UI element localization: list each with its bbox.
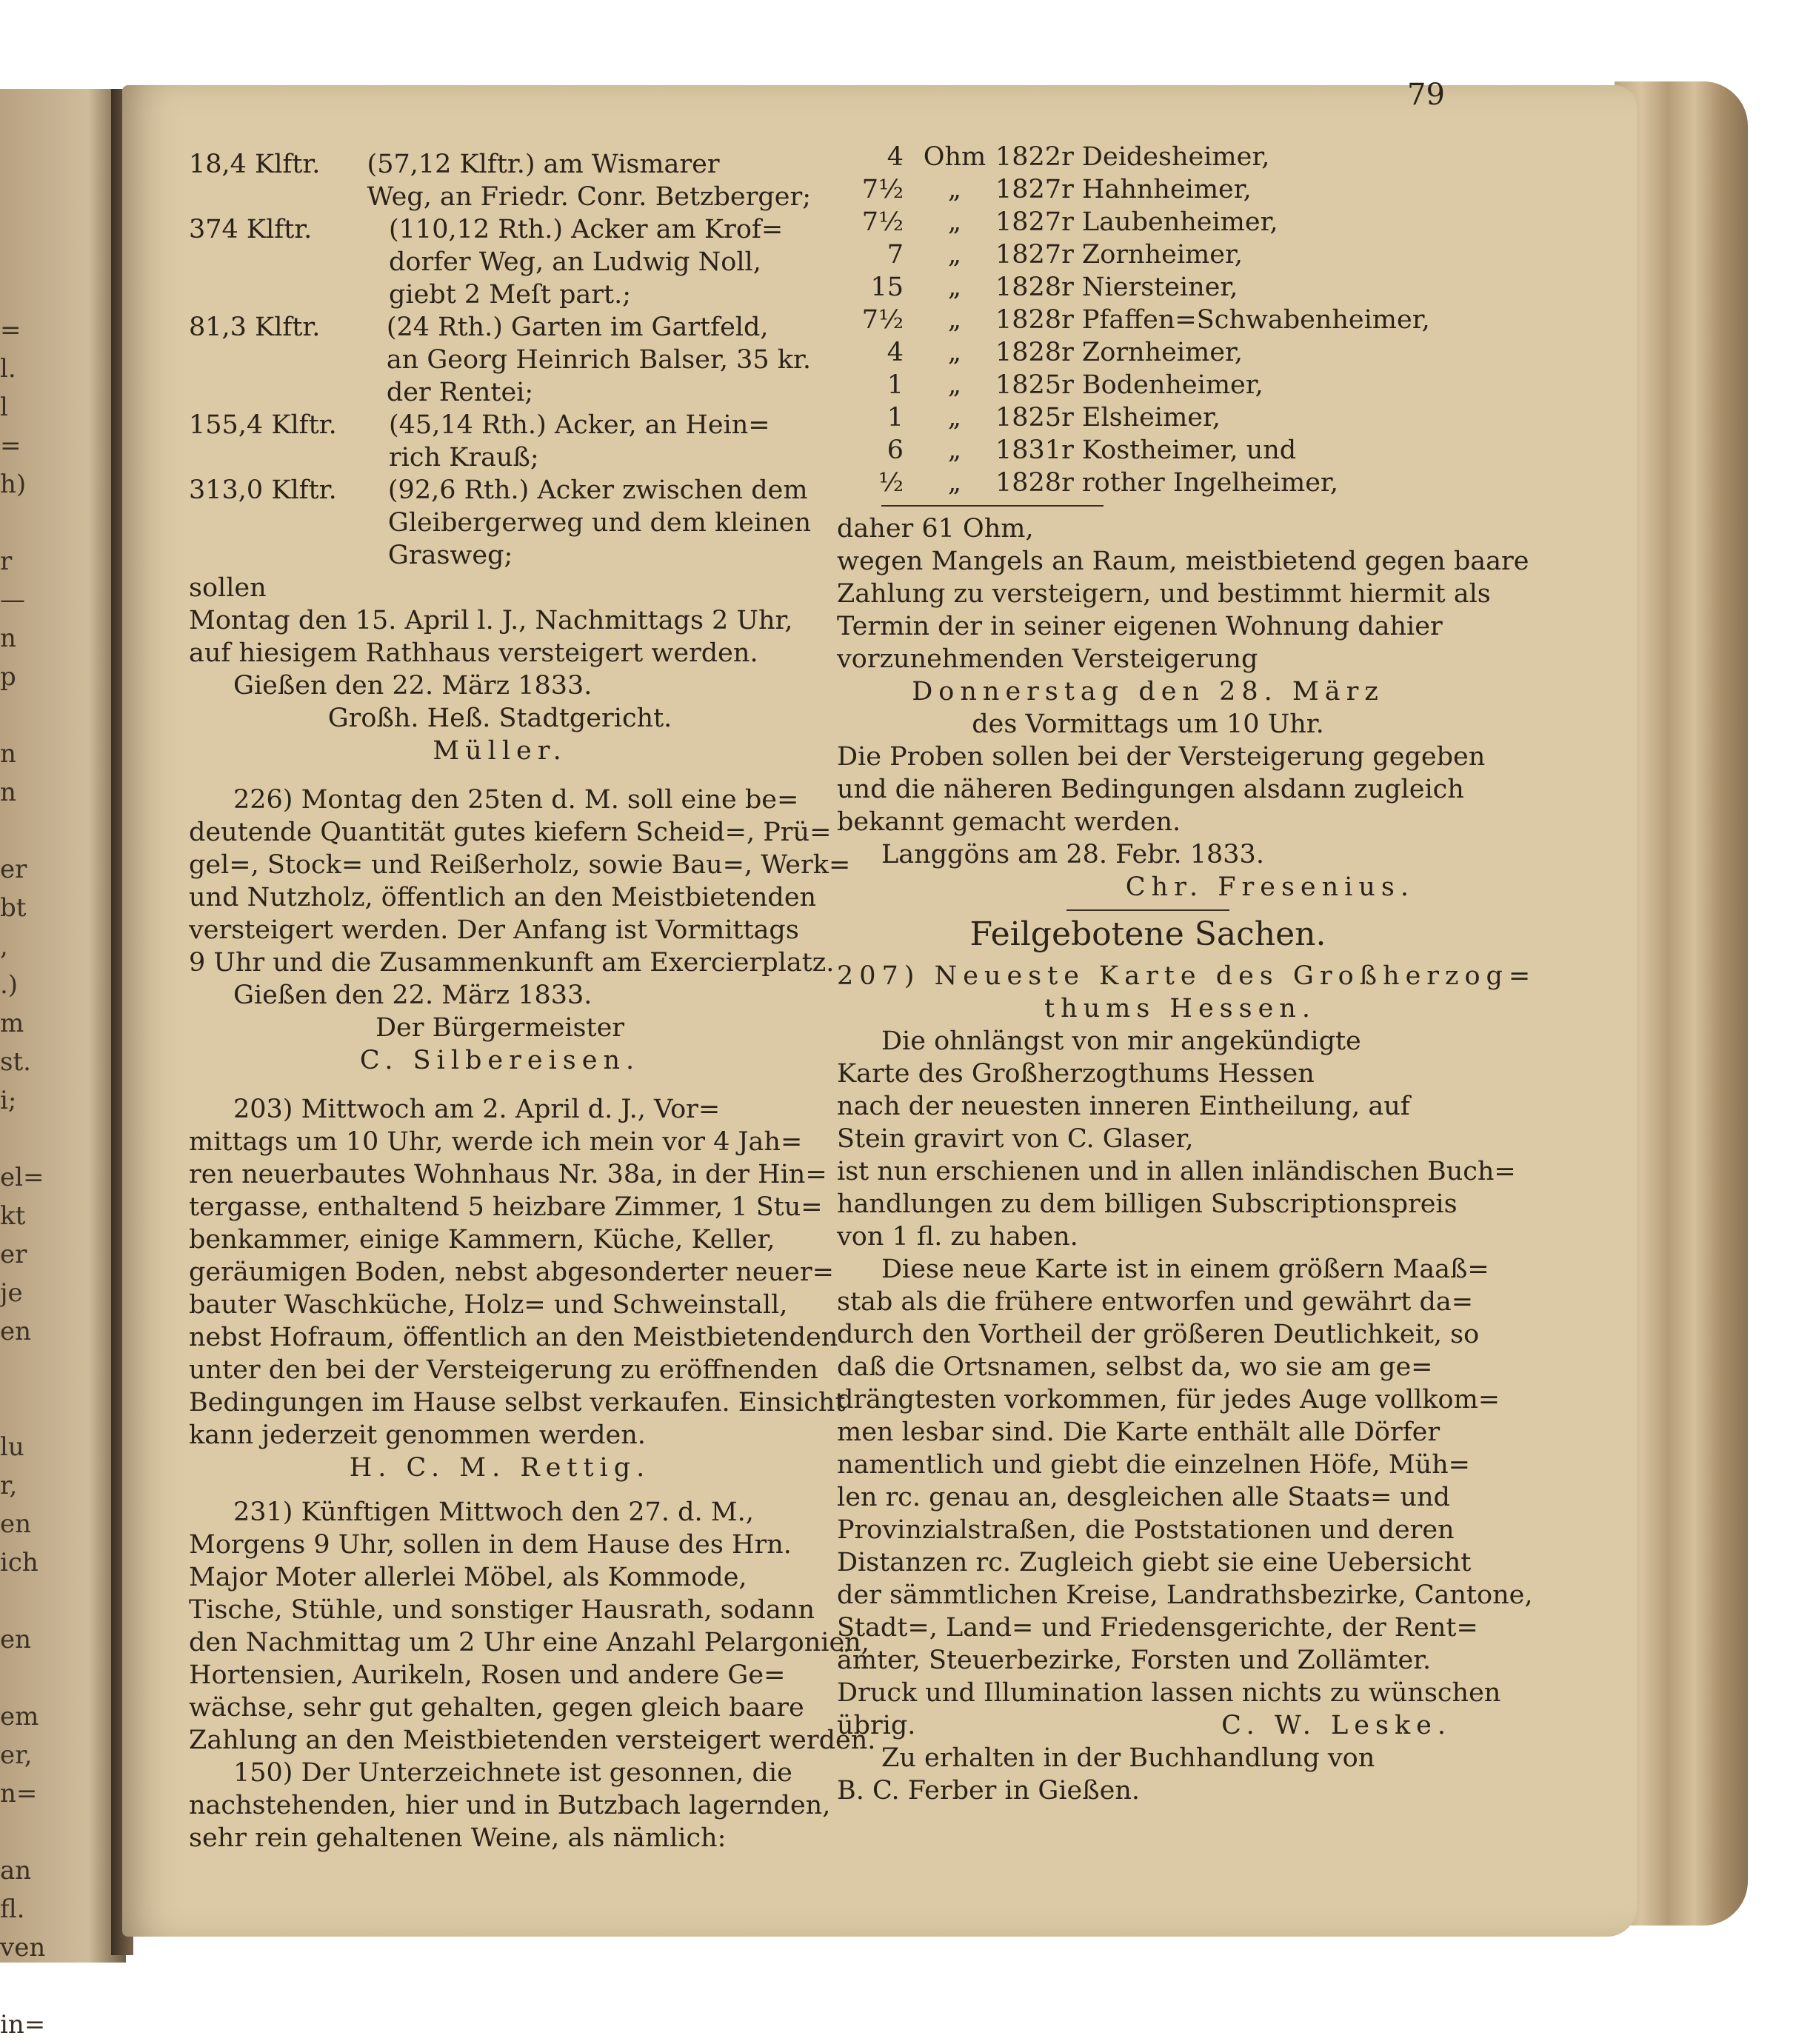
right_column.wine_note_lines-line: Die Proben sollen bei der Versteigerung gegeben	[837, 742, 1486, 772]
right_column.n207_lines2-line: Distanzen rc. Zugleich giebt sie eine Uebersicht	[837, 1548, 1472, 1577]
wine-date: Donnerstag den 28. März	[912, 677, 1384, 707]
wine-desc: 1827r Hahnheimer,	[995, 175, 1252, 204]
left-fragment: m	[0, 1009, 24, 1038]
listing-desc	[389, 213, 811, 311]
listing-desc-line: rich Krauß;	[389, 443, 539, 472]
wine-row	[837, 238, 1459, 271]
left-fragment: in=	[0, 2010, 46, 2040]
listing-desc-line: (92,6 Rth.) Acker zwischen dem	[387, 475, 808, 505]
wine-row	[837, 434, 1459, 467]
sale-signature: Müller.	[433, 736, 567, 766]
section-rule	[1066, 909, 1229, 911]
wine-row	[837, 141, 1459, 173]
wine-row	[837, 173, 1459, 206]
right_column.n207_heading-line: thums Hessen.	[1044, 994, 1316, 1023]
left-fragment	[0, 1813, 30, 1851]
left-page-fragments	[0, 311, 46, 2044]
right_column.n207_lines2-line: Provinzialstraßen, die Poststationen und deren	[837, 1515, 1455, 1545]
left_column.n231_lines-line: Morgens 9 Uhr, sollen in dem Hause des Hrn.	[189, 1530, 792, 1560]
left-fragment: an	[0, 1856, 32, 1886]
right_column.n207_lines2-line: durch den Vortheil der größeren Deutlichkeit, so	[837, 1320, 1480, 1349]
left-fragment: kt	[0, 1201, 26, 1231]
wine-unit: „	[947, 338, 962, 367]
left-fragment: h)	[0, 470, 27, 499]
wine-unit: „	[947, 370, 962, 400]
wine-unit: „	[947, 175, 962, 204]
right_column.n207_heading-line: 207) Neueste Karte des Großherzog=	[837, 961, 1537, 991]
wine-qty: 15	[870, 273, 904, 302]
left_column.n203_lines-line: ren neuerbautes Wohnhaus Nr. 38a, in der Hin=	[189, 1160, 827, 1189]
wine-row	[837, 271, 1459, 304]
left-fragment: em	[0, 1702, 39, 1731]
right_column.wine_note_lines-line: bekannt gemacht werden.	[837, 807, 1181, 837]
left_column.n150_lines-line: nachstehenden, hier und in Butzbach lagernden,	[189, 1791, 831, 1820]
left-fragment: n	[0, 739, 16, 769]
notice-207-signature: C. W. Leske.	[1221, 1711, 1452, 1740]
wine-qty: 1	[887, 403, 904, 432]
left_column.n231_lines-line: wächse, sehr gut gehalten, gegen gleich baare	[189, 1693, 804, 1723]
listing-desc	[387, 311, 811, 409]
right_column.n207_lines2-line: daß die Ortsnamen, selbst da, wo sie am ge=	[837, 1352, 1433, 1382]
right_column.n207_lines2-line: namentlich und giebt die einzelnen Höfe, Müh=	[837, 1450, 1471, 1480]
listing-desc-line: Grasweg;	[387, 541, 513, 570]
wine-unit: Ohm	[923, 142, 987, 172]
wine-desc: 1828r rother Ingelheimer,	[995, 468, 1338, 498]
right_column.n207_lines-line: ist nun erschienen und in allen inländischen Buch=	[837, 1157, 1516, 1186]
left_column.n231_lines-line: Tische, Stühle, und sonstiger Hausrath, sodann	[189, 1595, 815, 1625]
left_column.n226_lines-line: deutende Quantität gutes kiefern Scheid=, Prü=	[189, 818, 832, 847]
left_column.n203_lines-line: mittags um 10 Uhr, werde ich mein vor 4 Jah=	[189, 1127, 803, 1157]
right_column.n207_lines2-line: übrig.	[837, 1711, 916, 1740]
wine-qty: 4	[887, 142, 904, 172]
listing-desc-line: (110,12 Rth.) Acker am Krof=	[389, 215, 784, 244]
wine-signature: Chr. Fresenius.	[1125, 872, 1415, 902]
left_column.n203_lines-line: nebst Hofraum, öffentlich an den Meistbietenden	[189, 1323, 838, 1352]
wine-desc: 1827r Laubenheimer,	[995, 207, 1278, 237]
wine-row	[837, 369, 1459, 401]
section-title: Feilgebotene Sachen.	[969, 915, 1326, 953]
left-fragment: —	[0, 585, 25, 615]
left_column.n226_lines-line: und Nutzholz, öffentlich an den Meistbietenden	[189, 883, 817, 912]
left_column.n226_lines-line: 9 Uhr und die Zusammenkunft am Exercierplatz.	[189, 948, 835, 978]
wine-row	[837, 206, 1459, 238]
left-fragment: ,	[0, 932, 8, 961]
notice-226-signature: C. Silbereisen.	[359, 1046, 641, 1075]
notice-203-signature: H. C. M. Rettig.	[349, 1453, 651, 1483]
left-fragment: r,	[0, 1471, 18, 1500]
left-fragment: je	[0, 1278, 23, 1308]
wine-total	[837, 512, 1529, 675]
listing-area: 374 Klftr.	[189, 215, 313, 244]
left-fragment: er	[0, 855, 27, 884]
right_column.n207_lines2-line: Diese neue Karte ist in einem größern Maaß=	[881, 1255, 1489, 1284]
left-fragment: er,	[0, 1740, 33, 1770]
right_column.n207_lines2-line: Druck und Illumination lassen nichts zu wünschen	[837, 1678, 1501, 1708]
left-fragment: ven	[0, 1933, 46, 1963]
left_column.n150_lines-line: sehr rein gehaltenen Weine, als nämlich:	[189, 1823, 727, 1853]
wine-unit: „	[947, 403, 962, 432]
left-fragment: lu	[0, 1432, 24, 1462]
page-number: 79	[1407, 78, 1445, 112]
listing-entry	[189, 311, 811, 409]
listing-desc-line: (45,14 Rth.) Acker, an Hein=	[389, 410, 770, 440]
right_column.wine_note_lines-line: und die näheren Bedingungen alsdann zugleich	[837, 775, 1464, 804]
left-fragment: fl.	[0, 1894, 25, 1924]
listing-entry	[189, 213, 811, 311]
wine-time: des Vormittags um 10 Uhr.	[972, 709, 1324, 739]
wine-row	[837, 336, 1459, 369]
right_column.n207_lines-line: handlungen zu dem billigen Subscriptionspreis	[837, 1189, 1458, 1219]
left-fragment: en	[0, 1317, 32, 1346]
wine-unit: „	[947, 435, 962, 465]
listing-entry	[189, 474, 811, 572]
left-fragment: r	[0, 547, 13, 576]
left-fragment: en	[0, 1509, 32, 1539]
wine-desc: 1828r Zornheimer,	[995, 338, 1243, 367]
wine-unit: „	[947, 207, 962, 237]
left_column.n203_lines-line: unter den bei der Versteigerung zu eröffnenden	[189, 1355, 818, 1385]
left-fragment: p	[0, 662, 16, 692]
listing-desc	[388, 474, 811, 572]
left-fragment: bt	[0, 893, 27, 923]
left-fragment: n	[0, 624, 16, 653]
left_column.n203_lines-line: benkammer, einige Kammern, Küche, Keller,	[189, 1225, 775, 1255]
left-fragment	[0, 1389, 30, 1428]
notice-226	[189, 784, 851, 979]
left_column.n203_lines-line: kann jederzeit genommen werden.	[189, 1420, 646, 1450]
left-fragment	[0, 1967, 30, 2005]
left_column.n231_lines-line: 231) Künftigen Mittwoch den 27. d. M.,	[233, 1497, 754, 1527]
right_column.n207_lines-line: von 1 fl. zu haben.	[837, 1222, 1078, 1252]
listing-desc-line: (24 Rth.) Garten im Gartfeld,	[386, 313, 769, 342]
left-fragment: =	[0, 315, 21, 345]
wine-unit: „	[947, 305, 962, 335]
listing-desc-line: Weg, an Friedr. Conr. Betzberger;	[367, 182, 811, 212]
wine-row	[837, 467, 1459, 499]
wine-qty: ½	[878, 468, 904, 498]
right_column.n207_lines2-line: men lesbar sind. Die Karte enthält alle Dörfer	[837, 1417, 1441, 1447]
wine-list-rule	[881, 505, 1104, 507]
wine-desc: 1828r Pfaffen=Schwabenheimer,	[995, 305, 1430, 335]
notice-207	[837, 1025, 1516, 1253]
listing-desc-line: dorfer Weg, an Ludwig Noll,	[389, 247, 761, 277]
sale-authority: Großh. Heß. Stadtgericht.	[327, 704, 672, 733]
right_column.n207_lines2-line: stab als die frühere entworfen und gewährt da=	[837, 1287, 1474, 1317]
left-fragment: er	[0, 1240, 27, 1269]
wine-row	[837, 304, 1459, 336]
listing-desc	[367, 148, 811, 213]
wine-desc: 1825r Elsheimer,	[995, 403, 1221, 432]
notice-150	[189, 1757, 831, 1854]
wine-unit: „	[947, 240, 962, 270]
listing-desc-line: (57,12 Klftr.) am Wismarer	[367, 150, 720, 179]
right_column.n207_lines2-line: len rc. genau an, desgleichen alle Staats= und	[837, 1483, 1450, 1512]
right_column.n207_lines2-line: ämter, Steuerbezirke, Forsten und Zollämter.	[837, 1646, 1432, 1675]
right_column.wine_total_lines-line: Zahlung zu versteigern, und bestimmt hiermit als	[837, 579, 1491, 609]
left-fragment	[0, 812, 30, 850]
wine-desc: 1827r Zornheimer,	[995, 240, 1243, 270]
left_column.n226_lines-line: versteigert werden. Der Anfang ist Vormittags	[189, 915, 799, 945]
left-fragment: en	[0, 1625, 32, 1654]
right_column.wine_total_lines-line: Termin der in seiner eigenen Wohnung dahier	[837, 612, 1443, 641]
left_column.n203_lines-line: geräumigen Boden, nebst abgesonderter neuer=	[189, 1258, 834, 1287]
notice-226-office: Der Bürgermeister	[375, 1013, 625, 1043]
left-fragment: ich	[0, 1548, 39, 1577]
wine-desc: 1822r Deidesheimer,	[995, 142, 1270, 172]
right_column.n207_lines2-line: Stadt=, Land= und Friedensgerichte, der Rent=	[837, 1613, 1478, 1643]
left-fragment: n	[0, 778, 16, 807]
left_column.sale_lines-line: sollen	[189, 573, 267, 603]
right_column.wine_total_lines-line: wegen Mangels an Raum, meistbietend gegen baare	[837, 547, 1529, 576]
property-listings	[189, 148, 811, 572]
listing-area: 18,4 Klftr.	[189, 150, 321, 179]
right_column.n207_lines-line: nach der neuesten inneren Eintheilung, auf	[837, 1092, 1410, 1121]
right_column.wine_total_lines-line: daher 61 Ohm,	[837, 514, 1034, 544]
wine-row	[837, 401, 1459, 434]
wine-qty: 4	[887, 338, 904, 367]
wine-qty: 7½	[861, 207, 904, 237]
left-fragment: =	[0, 431, 21, 461]
left_column.n203_lines-line: tergasse, enthaltend 5 heizbare Zimmer, 1 Stu=	[189, 1192, 823, 1222]
left-fragment: .)	[0, 970, 19, 1000]
left-fragment	[0, 696, 30, 735]
left-column	[189, 148, 876, 1854]
left-fragment	[0, 504, 30, 542]
wine-list	[837, 141, 1459, 499]
wine-unit: „	[947, 468, 962, 498]
right_column.n207_lines-line: Stein gravirt von C. Glaser,	[837, 1124, 1194, 1154]
right_column.wine_total_lines-line: vorzunehmenden Versteigerung	[837, 644, 1258, 674]
notice-207-sale	[837, 1742, 1459, 1807]
left-fragment	[0, 1351, 30, 1389]
listing-desc-line: der Rentei;	[386, 378, 534, 407]
left-fragment: st.	[0, 1047, 31, 1077]
left_column.n226_lines-line: 226) Montag den 25ten d. M. soll eine be=	[233, 785, 799, 815]
left_column.n231_lines-line: Major Moter allerlei Möbel, als Kommode,	[189, 1563, 747, 1592]
right_column.n207_bottom-line: Zu erhalten in der Buchhandlung von	[881, 1743, 1375, 1773]
right_column.n207_lines2-line: der sämmtlichen Kreise, Landrathsbezirke, Cantone,	[837, 1580, 1533, 1610]
left_column.sale_lines-line: auf hiesigem Rathhaus versteigert werden.	[189, 638, 758, 668]
wine-place: Langgöns am 28. Febr. 1833.	[881, 840, 1264, 869]
left_column.n150_lines-line: 150) Der Unterzeichnete ist gesonnen, die	[233, 1758, 792, 1788]
left_column.n231_lines-line: den Nachmittag um 2 Uhr eine Anzahl Pelargonien,	[189, 1628, 869, 1657]
left_column.n203_lines-line: bauter Waschküche, Holz= und Schweinstall,	[189, 1290, 788, 1320]
left-fragment	[0, 1582, 30, 1620]
sale-notice	[189, 572, 811, 669]
notice-207-heading	[837, 960, 1537, 1025]
right_column.n207_lines2-line: drängtesten vorkommen, für jedes Auge vollkom=	[837, 1385, 1500, 1415]
left-page-edge	[0, 89, 126, 2040]
wine-qty: 1	[887, 370, 904, 400]
left-fragment: n=	[0, 1779, 38, 1808]
listing-entry	[189, 409, 811, 474]
notice-203	[189, 1093, 846, 1452]
left-fragment	[0, 1120, 30, 1158]
right_column.n207_lines-line: Die ohnlängst von mir angekündigte	[881, 1026, 1361, 1056]
right_column.n207_lines-line: Karte des Großherzogthums Hessen	[837, 1059, 1315, 1089]
wine-unit: „	[947, 273, 962, 302]
listing-desc-line: Gleibergerweg und dem kleinen	[387, 508, 811, 538]
left_column.n231_lines-line: Hortensien, Aurikeln, Rosen und andere Ge=	[189, 1660, 786, 1690]
notice-207-body	[837, 1253, 1533, 1742]
left_column.n203_lines-line: 203) Mittwoch am 2. April d. J., Vor=	[233, 1095, 721, 1124]
right_column.n207_bottom-line: B. C. Ferber in Gießen.	[837, 1776, 1141, 1806]
left-fragment: l.	[0, 354, 16, 384]
wine-qty: 7	[887, 240, 904, 270]
wine-desc: 1831r Kostheimer, und	[995, 435, 1297, 465]
left_column.n231_lines-line: Zahlung an den Meistbietenden versteigert werden.	[189, 1726, 876, 1755]
listing-desc	[389, 409, 811, 474]
listing-entry	[189, 148, 811, 213]
left_column.n226_lines-line: gel=, Stock= und Reißerholz, sowie Bau=, Werk=	[189, 850, 851, 880]
wine-qty: 7½	[861, 305, 904, 335]
wine-qty: 6	[887, 435, 904, 465]
listing-area: 313,0 Klftr.	[189, 475, 337, 505]
sale-place-date: Gießen den 22. März 1833.	[233, 671, 592, 701]
wine-note	[837, 741, 1486, 838]
listing-area: 81,3 Klftr.	[189, 313, 321, 342]
listing-area: 155,4 Klftr.	[189, 410, 337, 440]
wine-desc: 1828r Niersteiner,	[995, 273, 1238, 302]
left_column.sale_lines-line: Montag den 15. April l. J., Nachmittags 2 Uhr,	[189, 606, 793, 635]
wine-desc: 1825r Bodenheimer,	[995, 370, 1263, 400]
notice-231	[189, 1496, 876, 1757]
right-column	[837, 141, 1537, 1807]
notice-226-place: Gießen den 22. März 1833.	[233, 981, 592, 1010]
listing-desc-line: an Georg Heinrich Balser, 35 kr.	[386, 345, 811, 375]
left-fragment: i;	[0, 1086, 17, 1115]
left_column.n203_lines-line: Bedingungen im Hause selbst verkaufen. Einsicht	[189, 1388, 846, 1417]
listing-desc-line: giebt 2 Meſt part.;	[389, 280, 631, 310]
left-fragment: el=	[0, 1163, 44, 1192]
left-fragment	[0, 1659, 30, 1697]
wine-qty: 7½	[861, 175, 904, 204]
left-fragment: l	[0, 393, 8, 422]
